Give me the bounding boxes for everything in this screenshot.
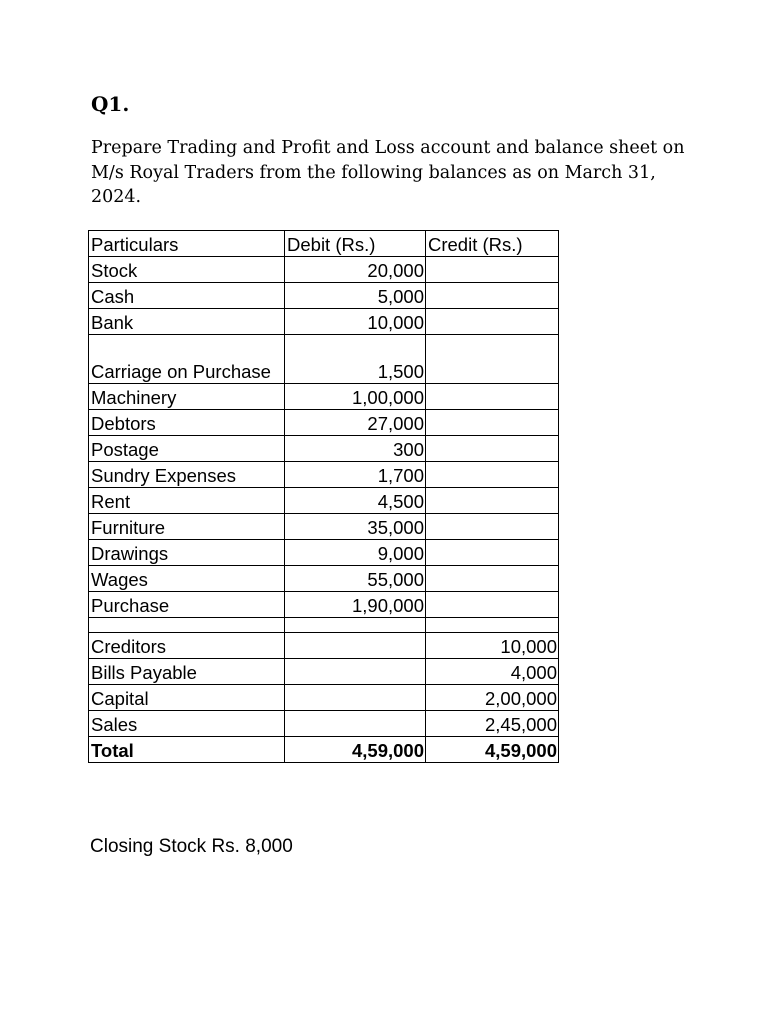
table-row xyxy=(89,335,559,384)
credit-cell xyxy=(426,257,559,283)
credit-cell xyxy=(426,488,559,514)
table-row xyxy=(89,659,559,685)
header-debit: Debit (Rs.) xyxy=(285,231,426,257)
credit-cell xyxy=(426,618,559,633)
credit-cell xyxy=(426,335,559,384)
particulars-cell: Cash xyxy=(89,283,285,309)
debit-cell xyxy=(285,685,426,711)
trial-balance-table xyxy=(88,230,559,763)
particulars-cell xyxy=(89,618,285,633)
table-row xyxy=(89,257,559,283)
total-row xyxy=(89,737,559,763)
closing-stock-note: Closing Stock Rs. 8,000 xyxy=(90,836,293,857)
debit-cell: 1,700 xyxy=(285,462,426,488)
table-row xyxy=(89,566,559,592)
header-particulars: Particulars xyxy=(89,231,285,257)
table-row xyxy=(89,462,559,488)
table-row xyxy=(89,384,559,410)
particulars-cell: Furniture xyxy=(89,514,285,540)
debit-cell: 5,000 xyxy=(285,283,426,309)
debit-cell: 1,500 xyxy=(285,335,426,384)
credit-cell xyxy=(426,514,559,540)
trial-balance-body xyxy=(89,231,559,763)
header-credit: Credit (Rs.) xyxy=(426,231,559,257)
table-row-blank xyxy=(89,618,559,633)
debit-cell: 27,000 xyxy=(285,410,426,436)
particulars-cell: Capital xyxy=(89,685,285,711)
credit-cell xyxy=(426,540,559,566)
table-header-row xyxy=(89,231,559,257)
table-row xyxy=(89,711,559,737)
table-row xyxy=(89,685,559,711)
credit-cell: 2,00,000 xyxy=(426,685,559,711)
credit-cell xyxy=(426,592,559,618)
credit-cell: 4,000 xyxy=(426,659,559,685)
credit-cell: 2,45,000 xyxy=(426,711,559,737)
table-row xyxy=(89,283,559,309)
particulars-cell: Bank xyxy=(89,309,285,335)
particulars-cell: Stock xyxy=(89,257,285,283)
particulars-cell: Sales xyxy=(89,711,285,737)
debit-cell xyxy=(285,659,426,685)
credit-cell xyxy=(426,462,559,488)
debit-cell: 10,000 xyxy=(285,309,426,335)
debit-cell: 4,500 xyxy=(285,488,426,514)
particulars-cell: Sundry Expenses xyxy=(89,462,285,488)
total-debit: 4,59,000 xyxy=(285,737,426,763)
credit-cell xyxy=(426,436,559,462)
debit-cell xyxy=(285,633,426,659)
debit-cell xyxy=(285,618,426,633)
question-prompt: Prepare Trading and Profit and Loss account and balance sheet on M/s Royal Traders from the following balances as on March 31, 2024. xyxy=(91,138,685,207)
debit-cell: 300 xyxy=(285,436,426,462)
particulars-cell: Bills Payable xyxy=(89,659,285,685)
particulars-cell: Wages xyxy=(89,566,285,592)
particulars-cell: Creditors xyxy=(89,633,285,659)
debit-cell: 9,000 xyxy=(285,540,426,566)
table-row xyxy=(89,309,559,335)
particulars-cell: Postage xyxy=(89,436,285,462)
particulars-cell: Carriage on Purchase xyxy=(89,335,285,384)
credit-cell: 10,000 xyxy=(426,633,559,659)
credit-cell xyxy=(426,283,559,309)
table-row xyxy=(89,410,559,436)
particulars-cell: Debtors xyxy=(89,410,285,436)
debit-cell: 1,90,000 xyxy=(285,592,426,618)
table-row xyxy=(89,592,559,618)
debit-cell xyxy=(285,711,426,737)
debit-cell: 1,00,000 xyxy=(285,384,426,410)
credit-cell xyxy=(426,410,559,436)
debit-cell: 20,000 xyxy=(285,257,426,283)
credit-cell xyxy=(426,384,559,410)
total-label: Total xyxy=(89,737,285,763)
debit-cell: 55,000 xyxy=(285,566,426,592)
credit-cell xyxy=(426,566,559,592)
particulars-cell: Machinery xyxy=(89,384,285,410)
total-credit: 4,59,000 xyxy=(426,737,559,763)
credit-cell xyxy=(426,309,559,335)
table-row xyxy=(89,633,559,659)
table-row xyxy=(89,436,559,462)
question-number: Q1. xyxy=(91,92,130,116)
table-row xyxy=(89,488,559,514)
table-row xyxy=(89,540,559,566)
particulars-cell: Rent xyxy=(89,488,285,514)
particulars-cell: Drawings xyxy=(89,540,285,566)
debit-cell: 35,000 xyxy=(285,514,426,540)
particulars-cell: Purchase xyxy=(89,592,285,618)
table-row xyxy=(89,514,559,540)
